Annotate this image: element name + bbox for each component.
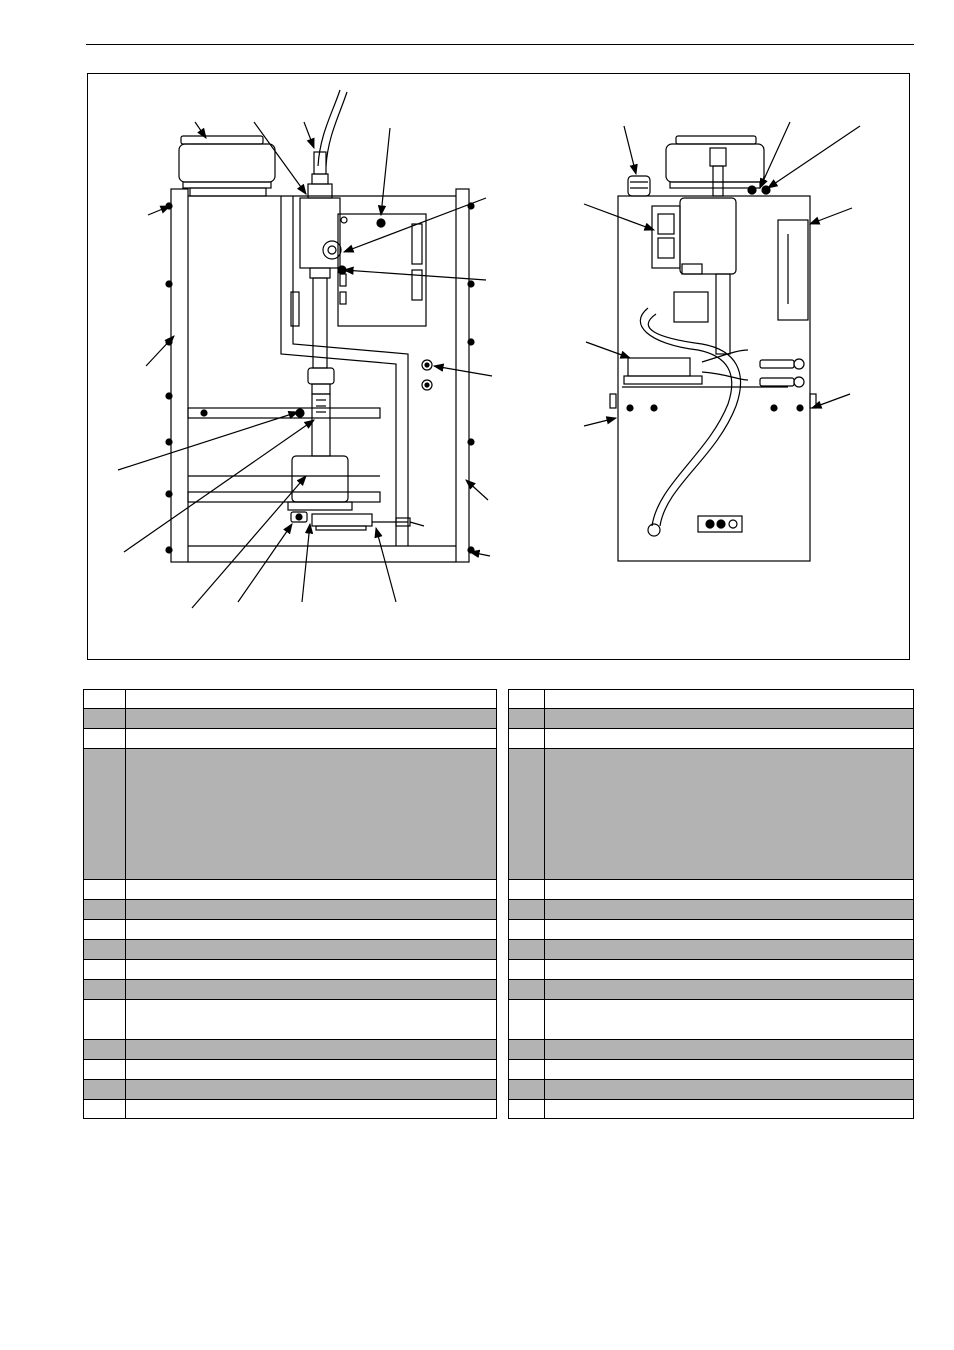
parts-table-right bbox=[508, 689, 914, 1119]
table-row bbox=[84, 729, 497, 749]
item-number-cell bbox=[84, 729, 126, 749]
item-number-cell bbox=[509, 1060, 545, 1080]
table-row bbox=[509, 690, 914, 709]
item-number-cell bbox=[84, 960, 126, 980]
table-row bbox=[509, 960, 914, 980]
table-row bbox=[84, 1000, 497, 1040]
description-cell bbox=[126, 920, 497, 940]
description-cell bbox=[126, 749, 497, 880]
table-row bbox=[509, 920, 914, 940]
item-number-cell bbox=[509, 1100, 545, 1119]
diagram-figure bbox=[87, 73, 910, 660]
description-cell bbox=[126, 900, 497, 920]
item-number-cell bbox=[84, 1080, 126, 1100]
description-cell bbox=[545, 960, 914, 980]
description-cell bbox=[545, 729, 914, 749]
description-cell bbox=[545, 940, 914, 960]
table-row bbox=[509, 1000, 914, 1040]
table-row bbox=[84, 1100, 497, 1119]
warning-icon bbox=[706, 520, 714, 528]
item-number-cell bbox=[84, 900, 126, 920]
description-cell bbox=[545, 690, 914, 709]
table-row bbox=[509, 980, 914, 1000]
item-number-cell bbox=[84, 709, 126, 729]
table-row bbox=[509, 1060, 914, 1080]
item-number-cell bbox=[509, 690, 545, 709]
assembly-diagram bbox=[88, 74, 911, 661]
description-cell bbox=[545, 1100, 914, 1119]
item-number-cell bbox=[84, 1060, 126, 1080]
description-cell bbox=[126, 1040, 497, 1060]
item-number-cell bbox=[509, 749, 545, 880]
description-cell bbox=[126, 1100, 497, 1119]
description-cell bbox=[126, 729, 497, 749]
item-number-cell bbox=[509, 980, 545, 1000]
info-icon bbox=[729, 520, 737, 528]
parts-table-left bbox=[83, 689, 497, 1119]
description-cell bbox=[545, 900, 914, 920]
table-row bbox=[509, 900, 914, 920]
table-row bbox=[84, 1080, 497, 1100]
table-row bbox=[509, 1100, 914, 1119]
item-number-cell bbox=[84, 1000, 126, 1040]
table-row bbox=[84, 749, 497, 880]
description-cell bbox=[126, 1060, 497, 1080]
description-cell bbox=[126, 940, 497, 960]
rear-view bbox=[584, 122, 860, 561]
description-cell bbox=[126, 1000, 497, 1040]
description-cell bbox=[545, 980, 914, 1000]
description-cell bbox=[545, 1060, 914, 1080]
table-row bbox=[84, 940, 497, 960]
item-number-cell bbox=[509, 960, 545, 980]
item-number-cell bbox=[84, 880, 126, 900]
description-cell bbox=[126, 880, 497, 900]
table-row bbox=[509, 1080, 914, 1100]
header-rule bbox=[86, 44, 914, 45]
description-cell bbox=[545, 1000, 914, 1040]
table-row bbox=[84, 880, 497, 900]
item-number-cell bbox=[84, 749, 126, 880]
table-row bbox=[509, 1040, 914, 1060]
item-number-cell bbox=[509, 1000, 545, 1040]
item-number-cell bbox=[509, 900, 545, 920]
description-cell bbox=[126, 980, 497, 1000]
table-row bbox=[509, 729, 914, 749]
item-number-cell bbox=[84, 940, 126, 960]
front-view bbox=[118, 90, 492, 608]
table-row bbox=[509, 749, 914, 880]
item-number-cell bbox=[509, 729, 545, 749]
description-cell bbox=[545, 920, 914, 940]
item-number-cell bbox=[509, 940, 545, 960]
item-number-cell bbox=[84, 980, 126, 1000]
item-number-cell bbox=[509, 920, 545, 940]
table-row bbox=[509, 880, 914, 900]
description-cell bbox=[545, 1080, 914, 1100]
table-row bbox=[84, 709, 497, 729]
no-entry-icon bbox=[717, 520, 725, 528]
table-row bbox=[84, 960, 497, 980]
table-row bbox=[84, 1060, 497, 1080]
table-row bbox=[84, 690, 497, 709]
table-row bbox=[84, 900, 497, 920]
description-cell bbox=[126, 709, 497, 729]
table-row bbox=[84, 980, 497, 1000]
item-number-cell bbox=[84, 1100, 126, 1119]
item-number-cell bbox=[509, 709, 545, 729]
table-row bbox=[84, 1040, 497, 1060]
item-number-cell bbox=[509, 880, 545, 900]
table-row bbox=[509, 709, 914, 729]
description-cell bbox=[545, 709, 914, 729]
item-number-cell bbox=[509, 1080, 545, 1100]
item-number-cell bbox=[84, 690, 126, 709]
description-cell bbox=[126, 690, 497, 709]
description-cell bbox=[545, 1040, 914, 1060]
item-number-cell bbox=[84, 920, 126, 940]
item-number-cell bbox=[509, 1040, 545, 1060]
table-row bbox=[509, 940, 914, 960]
description-cell bbox=[545, 749, 914, 880]
description-cell bbox=[545, 880, 914, 900]
table-row bbox=[84, 920, 497, 940]
description-cell bbox=[126, 960, 497, 980]
description-cell bbox=[126, 1080, 497, 1100]
item-number-cell bbox=[84, 1040, 126, 1060]
